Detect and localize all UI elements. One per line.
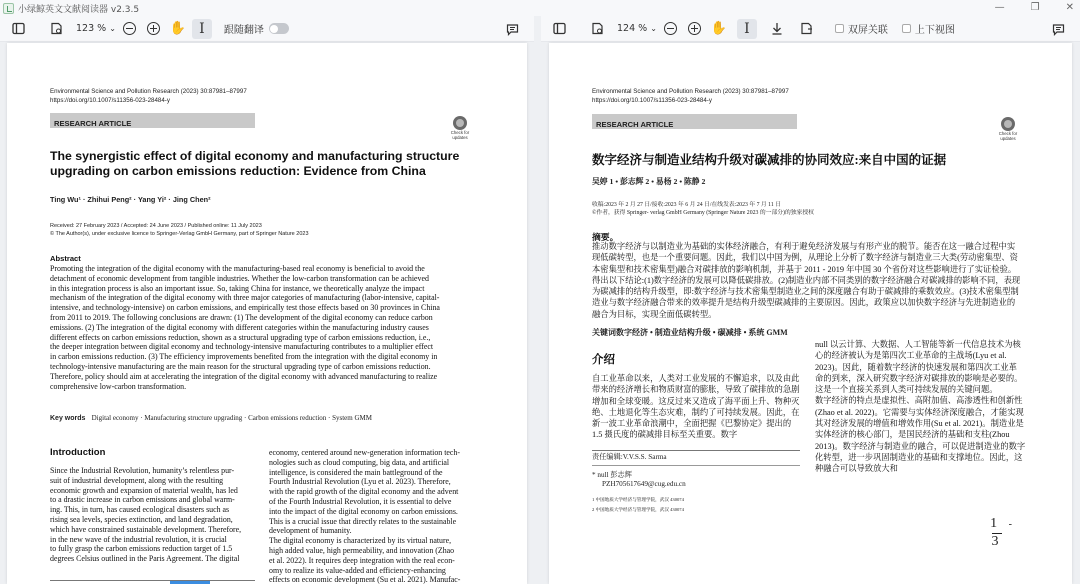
pane-divider[interactable] — [534, 16, 541, 584]
intro-line: nologies such as cloud computing, big data, and artificial — [269, 457, 450, 467]
pdf-page-original[interactable] — [7, 43, 527, 584]
notes-button[interactable] — [502, 19, 522, 39]
zoom-in-button-right[interactable] — [685, 19, 705, 39]
translation-pane — [541, 16, 1080, 584]
zoom-in-icon — [147, 22, 160, 35]
follow-translate-label: 跟随翻译 — [223, 25, 264, 36]
intro-line: 带来的经济增长和物质财富的膨胀，导致了碳排放的急剧 — [592, 385, 800, 395]
intro-line: 2013)。数字经济与制造业的融合，可以促进制造业的数字 — [815, 441, 1026, 451]
abstract-line: 融合为目标，实现全面低碳转型。 — [592, 309, 717, 319]
copyright-line: ©作者，获得 Springer- verlag GmbH Germany (Springer Nature 2023 的一部分)的独家授权 — [592, 210, 814, 216]
top-bottom-view-checkbox[interactable] — [902, 21, 955, 36]
corresponding-author: * null 彭志辉 — [592, 471, 632, 479]
keywords — [50, 414, 372, 422]
dual-screen-label: 双屏关联 — [847, 25, 888, 36]
keywords: 关键词数字经济 • 制造业结构升级 • 碳减排 • 系统 GMM — [592, 328, 788, 337]
check-updates-label: Check for updates — [998, 131, 1018, 141]
paper-title: 数字经济与制造业结构升级对碳减排的协同效应:来自中国的证据 — [592, 153, 947, 167]
zoom-out-button-right[interactable] — [661, 19, 681, 39]
chevron-down-icon: ⌄ — [650, 24, 657, 33]
export-doc-icon — [800, 22, 813, 35]
zoom-in-button[interactable] — [144, 19, 164, 39]
abstract-line: mechanism of the integration of the digital economy with three major categories of manufacturing (labor-intensive, capital- — [50, 293, 440, 303]
intro-column-left — [592, 373, 802, 441]
intro-line: 绝、土地退化等生态灾难，制约了可持续发展。因此，在 — [592, 407, 800, 417]
zoom-select-right[interactable] — [617, 23, 657, 34]
abstract-line: different effects on carbon emissions reduction, shown as a structural upgrading type of carbon emissions reduction, i.e., — [50, 332, 431, 342]
text-select-button-right[interactable] — [737, 19, 757, 39]
follow-translate-toggle[interactable] — [269, 23, 289, 34]
intro-line: intelligence, is considered the main battleground of the — [269, 467, 443, 477]
page-settings-button[interactable] — [46, 19, 66, 39]
pdf-page-translation[interactable] — [549, 43, 1072, 584]
sidebar-toggle-button[interactable] — [8, 19, 28, 39]
checkbox-icon — [835, 24, 844, 33]
abstract-line: in this integration process is also an important issue. So, taking China for instance, we theoretically analyze the impact — [50, 283, 425, 293]
intro-line: (Zhao et al. 2022)。它需要与实体经济深度融合，才能实现 — [815, 407, 1024, 417]
window-controls — [995, 0, 1074, 16]
intro-line: 实体经济的核心部门，是国民经济的基础和支柱(Zhou — [815, 430, 1010, 440]
intro-line: with the rapid growth of the digital economy and the advent — [269, 487, 459, 497]
intro-line: to fully grasp the carbon emissions reduction target of 1.5 — [50, 544, 233, 554]
intro-line: economy, centered around new-generation information tech- — [269, 448, 460, 457]
intro-line: 化转型，进一步巩固制造业的基础和支撑地位。因此，这 — [815, 452, 1023, 462]
journal-citation: Environmental Science and Pollution Research (2023) 30:87981–87997 — [50, 88, 247, 95]
page-settings-button-right[interactable] — [587, 19, 607, 39]
comment-icon — [506, 23, 519, 36]
received-dates: 收稿:2023 年 2 月 27 日/接收:2023 年 6 月 24 日/在线发表:2023 年 7 月 11 日 — [592, 202, 781, 208]
footnote-divider — [592, 450, 800, 451]
abstract-line: intensive, and technology-intensive) on carbon emissions, and empirically test those effects based on 30 provinces in China — [50, 303, 440, 313]
intro-line: development of humanity. — [269, 526, 352, 536]
intro-line: null 以云计算、大数据、人工智能等新一代信息技术为核 — [815, 340, 1021, 349]
intro-line: suit of industrial development, along with the resulting — [50, 475, 224, 485]
check-updates-icon — [453, 116, 467, 130]
page-gear-icon — [591, 22, 604, 35]
download-icon — [771, 22, 783, 35]
intro-line: 这是一个直接关系到人类可持续发展的关键问题。 — [815, 385, 998, 395]
abstract-line: 为碳减排的结构升级型，即:数字经济与技术密集型制造业之间的深度融合有助于碳减排的乘数效应。(3)技术密集型制 — [592, 287, 1019, 297]
intro-line: Fourth Industrial Revolution (Lyu et al. 2023). Therefore, — [269, 477, 451, 487]
intro-line: effects on economic development (Su et al. 2021). Manufac- — [269, 575, 461, 584]
intro-line: high added value, high permeability, and innovation (Zhao — [269, 545, 455, 555]
app-title: 小绿鲸英文文献阅读器 v2.3.5 — [18, 4, 140, 15]
hand-tool-button-right[interactable] — [709, 19, 729, 39]
abstract-line: in carbon emissions reduction. (3) The efficiency improvements benefited from the integration with the digital economy in — [50, 352, 438, 362]
intro-line: into the impact of the digital economy on carbon emissions. — [269, 506, 458, 516]
intro-line: 命的到来，深入研究数字经济对碳排放的影响是必要的。 — [815, 373, 1023, 383]
abstract-text — [592, 241, 1028, 320]
article-type-bar — [50, 113, 255, 128]
intro-line: Since the Industrial Revolution, humanity’s relentless pur- — [50, 466, 235, 475]
article-type: RESEARCH ARTICLE — [54, 119, 132, 128]
hand-icon: ✋ — [169, 21, 186, 36]
intro-line: 其对经济发展的增值和增效作用(Su et al. 2021)。制造业是 — [815, 419, 1024, 429]
right-toolbar — [541, 16, 1080, 42]
intro-column-left — [50, 466, 256, 564]
intro-line: 增加和全球变暖。这反过来又造成了海平面上升、物种灭 — [592, 396, 800, 406]
abstract-line: 得出以下结论:(1)数字经济的发展可以降低碳排放。(2)制造业内部不同类别的数字经济融合对碳减排的影响不同，表现 — [592, 275, 1021, 285]
minimize-button[interactable]: — — [994, 2, 1005, 13]
intro-line: to a drastic increase in carbon emissions and global warm- — [50, 495, 235, 505]
check-updates-label: Check for updates — [450, 130, 470, 140]
notes-button-right[interactable] — [1048, 19, 1068, 39]
hand-tool-button[interactable] — [168, 19, 188, 39]
article-type: RESEARCH ARTICLE — [596, 120, 674, 129]
page-indicator-total: 3 — [991, 534, 999, 549]
abstract-line: 现低碳转型，也是一个重要问题。因此，我们以中国为例，从理论上分析了数字经济与制造业三大类(劳动密集型、资 — [592, 253, 1018, 263]
sidebar-icon — [12, 22, 25, 35]
comment-icon — [1052, 23, 1065, 36]
zoom-in-icon — [688, 22, 701, 35]
sidebar-icon — [553, 22, 566, 35]
dual-screen-checkbox[interactable] — [835, 21, 888, 36]
intro-line: 2023)。因此，随着数字经济的快速发展和第四次工业革 — [815, 362, 1017, 372]
hand-icon: ✋ — [710, 21, 727, 36]
download-button[interactable] — [767, 19, 787, 39]
page-indicator-current: 1 — [990, 516, 998, 531]
abstract-line: Promoting the integration of the digital economy with the manufacturing-based real economy is beneficial to avoid the — [50, 264, 425, 273]
chevron-down-icon: ⌄ — [109, 24, 116, 33]
intro-line: This is a crucial issue that directly relates to the sustainable — [269, 516, 457, 526]
zoom-value: 123 % — [76, 23, 107, 34]
intro-line: et al. 2022). It requires deep integration with the real econ- — [269, 555, 455, 565]
author-email[interactable]: PZH705617649@cug.edu.cn — [602, 480, 686, 488]
abstract-text — [50, 264, 475, 391]
left-toolbar — [0, 16, 534, 42]
footnote-divider — [592, 465, 800, 466]
paper-title-line: The synergistic effect of digital economy and manufacturing structure — [50, 149, 460, 163]
checkbox-icon — [902, 24, 911, 33]
sidebar-toggle-button-right[interactable] — [549, 19, 569, 39]
title-bar — [0, 0, 1080, 16]
check-updates-badge[interactable] — [996, 117, 1020, 143]
responsible-editor: 责任编辑:V.V.S.S. Sarma — [592, 453, 667, 461]
abstract-line: 推动数字经济与以制造业为基础的实体经济融合，有利于避免经济发展与有形产业的脱节。能否在这一融合过程中实 — [592, 242, 1016, 251]
doi-link[interactable]: https://doi.org/10.1007/s11356-023-28484-y — [50, 97, 170, 104]
page-indicator — [986, 517, 1016, 549]
export-button[interactable] — [797, 19, 817, 39]
abstract-line: emissions. (2) The integration of the digital economy with different categories within the manufacturing industry causes — [50, 322, 429, 332]
intro-line: The digital economy is characterized by its virtual nature, — [269, 536, 452, 546]
intro-line: 新一波工业革命浪潮中，全面把握《巴黎协定》提出的 — [592, 419, 792, 429]
abstract-line: comprehensive low-carbon transformation. — [50, 381, 187, 391]
intro-line: economic growth and expansion of material wealth, has led — [50, 485, 238, 495]
paper-title — [50, 149, 520, 179]
intro-line: 心的经济被认为是第四次工业革命的主战场(Lyu et al. — [815, 351, 1007, 361]
abstract-heading: 摘要。 — [592, 232, 619, 242]
check-updates-badge[interactable] — [448, 116, 472, 142]
intro-line: degrees Celsius outlined in the Paris Agreement. The digital — [50, 554, 240, 564]
page-indicator-separator: - — [1008, 519, 1012, 530]
zoom-select[interactable] — [76, 23, 116, 34]
intro-heading: 介绍 — [592, 354, 615, 366]
original-pane — [0, 16, 534, 584]
author-list: Ting Wu¹ · Zhihui Peng² · Yang Yi² · Jing Chen² — [50, 195, 211, 204]
restore-button[interactable]: ❐ — [1030, 2, 1040, 13]
copyright-line: © The Author(s), under exclusive licence to Springer-Verlag GmbH Germany, part of Springer Nature 2023 — [50, 231, 309, 237]
intro-line: ing. This, in turn, has caused ecological disasters such as — [50, 505, 230, 515]
intro-column-right — [815, 339, 1029, 475]
abstract-line: detachment of economic development from tangible industries. Whether the low-carbon transformation can be achieved — [50, 273, 429, 283]
app-logo-icon — [3, 3, 14, 14]
abstract-line: the deeper integration between digital economy and technology-intensive manufacturing contributes to a multiplier effect — [50, 342, 434, 352]
text-cursor-icon: I — [199, 20, 205, 37]
intro-line: of the Fourth Industrial Revolution, it is essential to delve — [269, 496, 452, 506]
zoom-out-button[interactable] — [120, 19, 140, 39]
intro-line: in the new wave of the industrial revolution, it is crucial — [50, 534, 227, 544]
intro-line: 数字经济的特点是虚拟性、高附加值、高渗透性和创新性 — [815, 396, 1023, 406]
affiliation: 2 中国地质大学经济与管理学院，武汉 430074 — [592, 507, 684, 512]
close-button[interactable]: ✕ — [1065, 2, 1074, 13]
intro-line: rising sea levels, species extinction, and land degradation, — [50, 514, 233, 524]
check-updates-icon — [1001, 117, 1015, 131]
abstract-line: 造业与数字经济融合带来的效率提升是结构升级型碳减排的主要原因。因此，政策应以加快数字经济与先进制造业的 — [592, 298, 1016, 308]
abstract-line: from 2011 to 2019. The following conclusions are drawn: (1) The development of the digital economy can reduce carbon — [50, 312, 433, 322]
intro-line: 种融合可以导致放大和 — [815, 464, 898, 474]
intro-line: 自工业革命以来，人类对工业发展的不懈追求，以及由此 — [592, 374, 800, 383]
zoom-out-icon — [664, 22, 677, 35]
intro-line: 1.5 摄氏度的碳减排目标至关重要。数字 — [592, 430, 738, 440]
top-bottom-label: 上下视图 — [914, 25, 955, 36]
journal-citation: Environmental Science and Pollution Research (2023) 30:87981–87997 — [592, 88, 789, 95]
paper-title-line: upgrading on carbon emissions reduction: Evidence from China — [50, 164, 426, 178]
intro-line: which have constrained sustainable development. Therefore, — [50, 524, 242, 534]
intro-line: omy to realize its value-added and efficiency-enhancing — [269, 565, 446, 575]
doi-link[interactable]: https://doi.org/10.1007/s11356-023-28484-y — [592, 97, 712, 104]
footnote-divider — [50, 580, 255, 581]
text-cursor-icon: I — [744, 20, 750, 37]
abstract-line: 本密集型和技术密集型)融合对碳排放的影响机制，并基于 2011 - 2019 年中国 30 个省份对这些影响进行了实证检验。 — [592, 264, 1017, 274]
keywords-label: Key words — [50, 415, 86, 422]
page-gear-icon — [50, 22, 63, 35]
keywords-text: Digital economy · Manufacturing structure upgrading · Carbon emissions reduction · System GMM — [91, 414, 372, 422]
author-list: 吴婷 1 • 彭志辉 2 • 易杨 2 • 陈静 2 — [592, 177, 706, 186]
zoom-out-icon — [123, 22, 136, 35]
abstract-line: technology-intensive manufacturing are the main reason for the structural upgrading type of carbon emissions reduction. — [50, 361, 431, 371]
intro-column-right — [269, 448, 475, 584]
received-dates: Received: 27 February 2023 / Accepted: 24 June 2023 / Published online: 11 July 2023 — [50, 223, 262, 229]
text-select-button[interactable] — [192, 19, 212, 39]
zoom-value: 124 % — [617, 23, 648, 34]
article-type-bar — [592, 114, 797, 129]
intro-heading: Introduction — [50, 447, 106, 458]
abstract-line: Therefore, policy should aim at accelerating the integration of the digital economy with advanced manufacturing to realize — [50, 371, 438, 381]
abstract-heading: Abstract — [50, 254, 81, 263]
affiliation: 1 中国地质大学经济与管理学院，武汉 430074 — [592, 497, 684, 502]
